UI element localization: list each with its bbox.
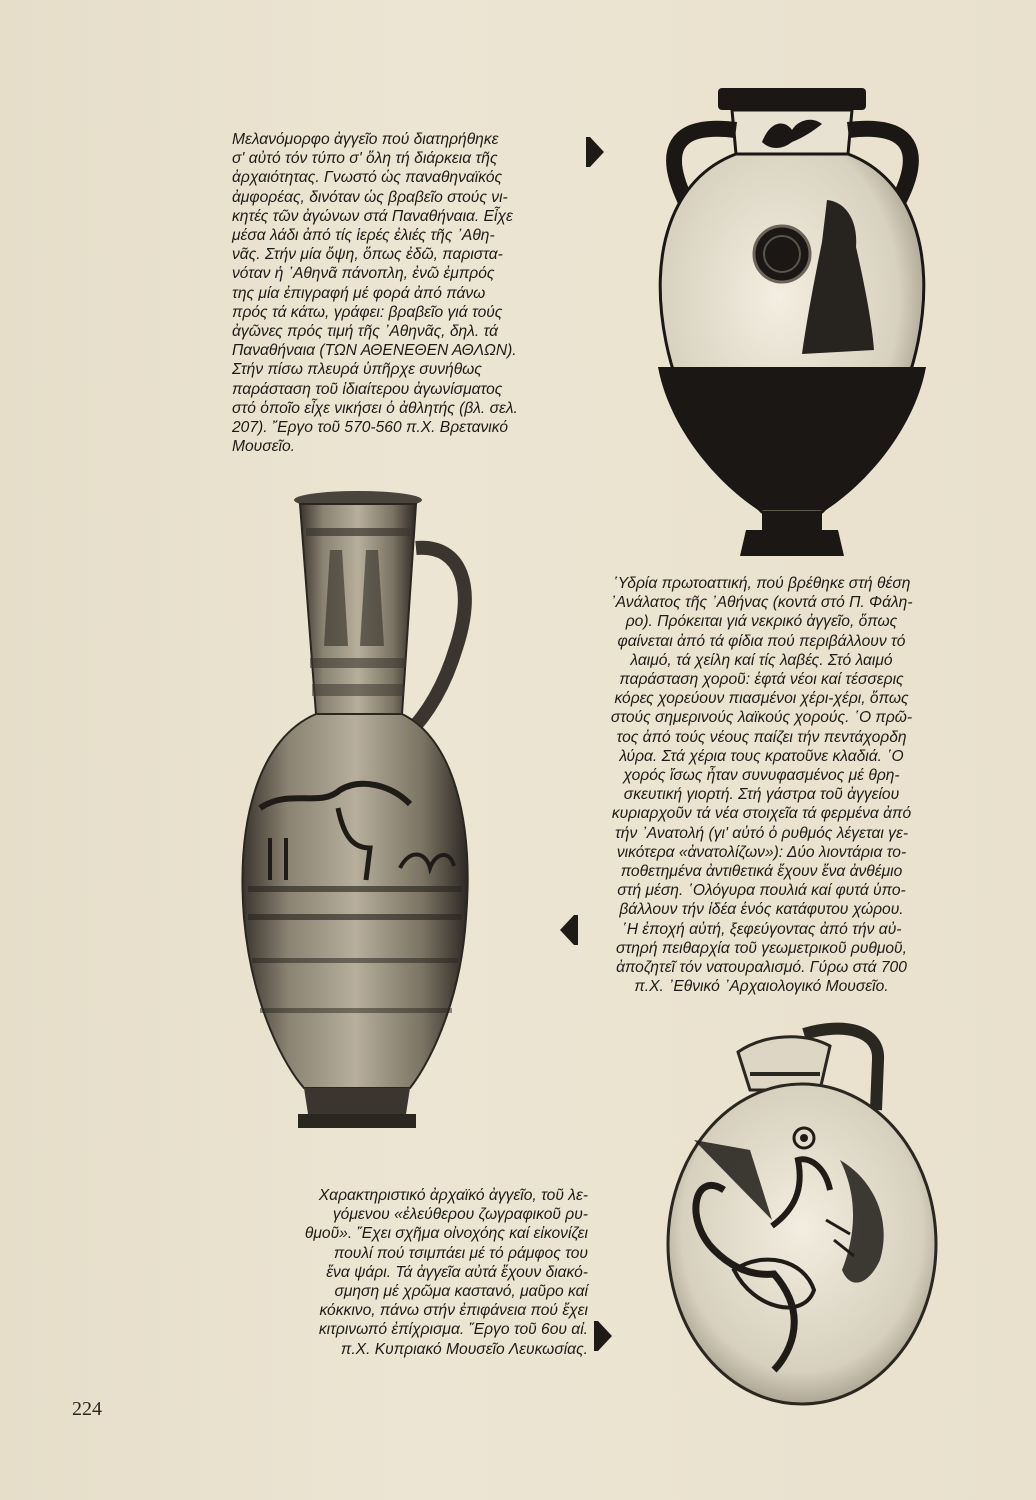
caption-line: 207). ῎Εργο τοῦ 570-560 π.Χ. Βρετανικό — [232, 419, 509, 437]
arrow-right-icon — [594, 1318, 612, 1354]
caption-line: στό ὁποῖο εἶχε νικήσει ὁ ἀθλητής (βλ. σελ. — [232, 399, 518, 417]
caption-line: στή μέση. ῾Ολόγυρα πουλιά καί φυτά ὑπο- — [617, 882, 906, 900]
caption-line: ᾿Ανάλατος τῆς ᾿Αθήνας (κοντά στό Π. Φάλη- — [610, 594, 913, 612]
caption-line: κητές τῶν ἀγώνων στά Παναθήναια. Εἶχε — [232, 207, 513, 225]
arrow-right-icon — [586, 134, 604, 170]
protoattic-hydria-image — [230, 488, 480, 1150]
caption-line: στούς σημερινούς λαϊκούς χορούς. ῾Ο πρῶ- — [610, 709, 913, 727]
caption-line: θμοῦ». ῎Εχει σχῆμα οἰνοχόης καί εἰκονίζει — [304, 1225, 588, 1243]
caption-line: λαιμό, τά χείλη καί τίς λαβές. Στό λαιμό — [630, 651, 893, 669]
caption-line: τήν ᾿Ανατολή (γι' αὐτό ὁ ρυθμός λέγεται γε- — [614, 824, 909, 842]
caption-line: Χαρακτηριστικό ἀρχαϊκό ἀγγεῖο, τοῦ λε- — [318, 1187, 588, 1204]
caption-line: π.Χ. Κυπριακό Μουσεῖο Λευκωσίας. — [340, 1340, 588, 1358]
caption-line: κυριαρχοῦν τά νέα στοιχεῖα τά φερμένα ἀπό — [611, 805, 912, 823]
caption-line: νᾶς. Στήν μία ὄψη, ὅπως ἐδῶ, παριστα- — [232, 246, 503, 264]
caption-line: λύρα. Στά χέρια τους κρατοῦνε κλαδιά. ῾Ο — [619, 747, 904, 765]
caption-line: ἀμφορέας, δινόταν ὡς βραβεῖο στούς νι- — [232, 188, 508, 206]
caption-line: ἕνα ψάρι. Τά ἀγγεῖα αὐτά ἔχουν διακό- — [326, 1263, 588, 1281]
caption-line: ἀγῶνες πρός τιμή τῆς ᾿Αθηνᾶς, δηλ. τά — [232, 323, 498, 341]
caption-cypriot-oinochoe — [238, 1186, 588, 1359]
caption-line: Μουσεῖο. — [232, 438, 295, 456]
caption-line: π.Χ. ᾿Εθνικό ᾿Αρχαιολογικό Μουσεῖο. — [634, 978, 889, 996]
caption-line: νόταν ἡ ᾿Αθηνᾶ πάνοπλη, ἐνῶ ἐμπρός — [232, 265, 495, 283]
caption-line: της μία ἐπιγραφή μέ φορά ἀπό πάνω — [232, 284, 486, 302]
caption-line: γόμενου «ἐλεύθερου ζωγραφικοῦ ρυ- — [332, 1206, 588, 1224]
panathenaic-amphora-image — [612, 82, 964, 566]
caption-line: κόκκινο, πάνω στήν ἐπιφάνεια πού ἔχει — [319, 1302, 588, 1320]
caption-line: ἀρχαιότητας. Γνωστό ὡς παναθηναϊκός — [232, 169, 503, 187]
page-number: 224 — [72, 1398, 102, 1420]
caption-line: μέσα λάδι ἀπό τίς ἱερές ἐλιές τῆς ᾿Αθη- — [232, 227, 495, 245]
caption-line: σμηση μέ χρῶμα καστανό, μαῦρο καί — [334, 1283, 588, 1301]
caption-protoattic-hydria — [594, 574, 929, 996]
caption-line: Παναθήναια (ΤΩΝ ΑΘΕΝΕΘΕΝ ΑΘΛΩΝ). — [232, 342, 517, 360]
caption-line: Στήν πίσω πλευρά ὑπῆρχε συνήθως — [232, 361, 482, 379]
caption-line: νικότερα «ἀνατολίζων»): Δύο λιοντάρια το- — [616, 843, 907, 861]
caption-line: παράσταση χοροῦ: ἑφτά νέοι καί τέσσερις — [619, 671, 904, 689]
caption-line: πρός τά κάτω, γράφει: βραβεῖο γιά τούς — [232, 303, 503, 321]
caption-line: ῾Η ἐποχή αὐτή, ξεφεύγοντας ἀπό τήν αὐ- — [621, 920, 902, 938]
caption-line: χορός ἴσως ἦταν συνυφασμένος μέ θρη- — [623, 767, 900, 785]
caption-line: Μελανόμορφο ἀγγεῖο πού διατηρήθηκε — [232, 131, 499, 148]
caption-line: πουλί πού τσιμπάει μέ τό ράμφος του — [333, 1244, 588, 1262]
caption-line: ποθετημένα ἀντιθετικά ἔχουν ἕνα ἀνθέμιο — [620, 863, 903, 881]
caption-line: βάλλουν τήν ἰδέα ἑνός κατάφυτου χώρου. — [619, 901, 904, 919]
caption-line: ρο). Πρόκειται γιά νεκρικό ἀγγεῖο, ὅπως — [625, 613, 898, 631]
caption-line: φαίνεται ἀπό τά φίδια πού περιβάλλουν τό — [617, 632, 906, 650]
caption-line: ῾Υδρία πρωτοαττική, πού βρέθηκε στή θέση — [612, 575, 911, 592]
caption-line: κόρες χορεύουν πιασμένοι χέρι-χέρι, ὅπως — [614, 690, 909, 708]
caption-line: παράσταση τοῦ ἰδιαίτερου ἀγωνίσματος — [232, 380, 503, 398]
caption-line: κιτρινωπό ἐπίχρισμα. ῎Εργο τοῦ 6ου αἰ. — [318, 1321, 588, 1339]
caption-line: ἀποζητεῖ τόν νατουραλισμό. Γύρω στά 700 — [616, 959, 907, 977]
cypriot-oinochoe-image — [654, 1020, 950, 1416]
arrow-left-icon — [560, 912, 578, 948]
caption-panathenaic-amphora — [232, 130, 584, 456]
caption-line: σ' αὐτό τόν τύπο σ' ὅλη τή διάρκεια τῆς — [232, 150, 498, 168]
caption-line: τος ἀπό τούς νέους παίζει τήν πεντάχορδη — [616, 728, 907, 746]
caption-line: στηρή πειθαρχία τοῦ γεωμετρικοῦ ρυθμοῦ, — [616, 939, 907, 957]
caption-line: σκευτική γιορτή. Στή γάστρα τοῦ ἀγγείου — [623, 786, 900, 804]
